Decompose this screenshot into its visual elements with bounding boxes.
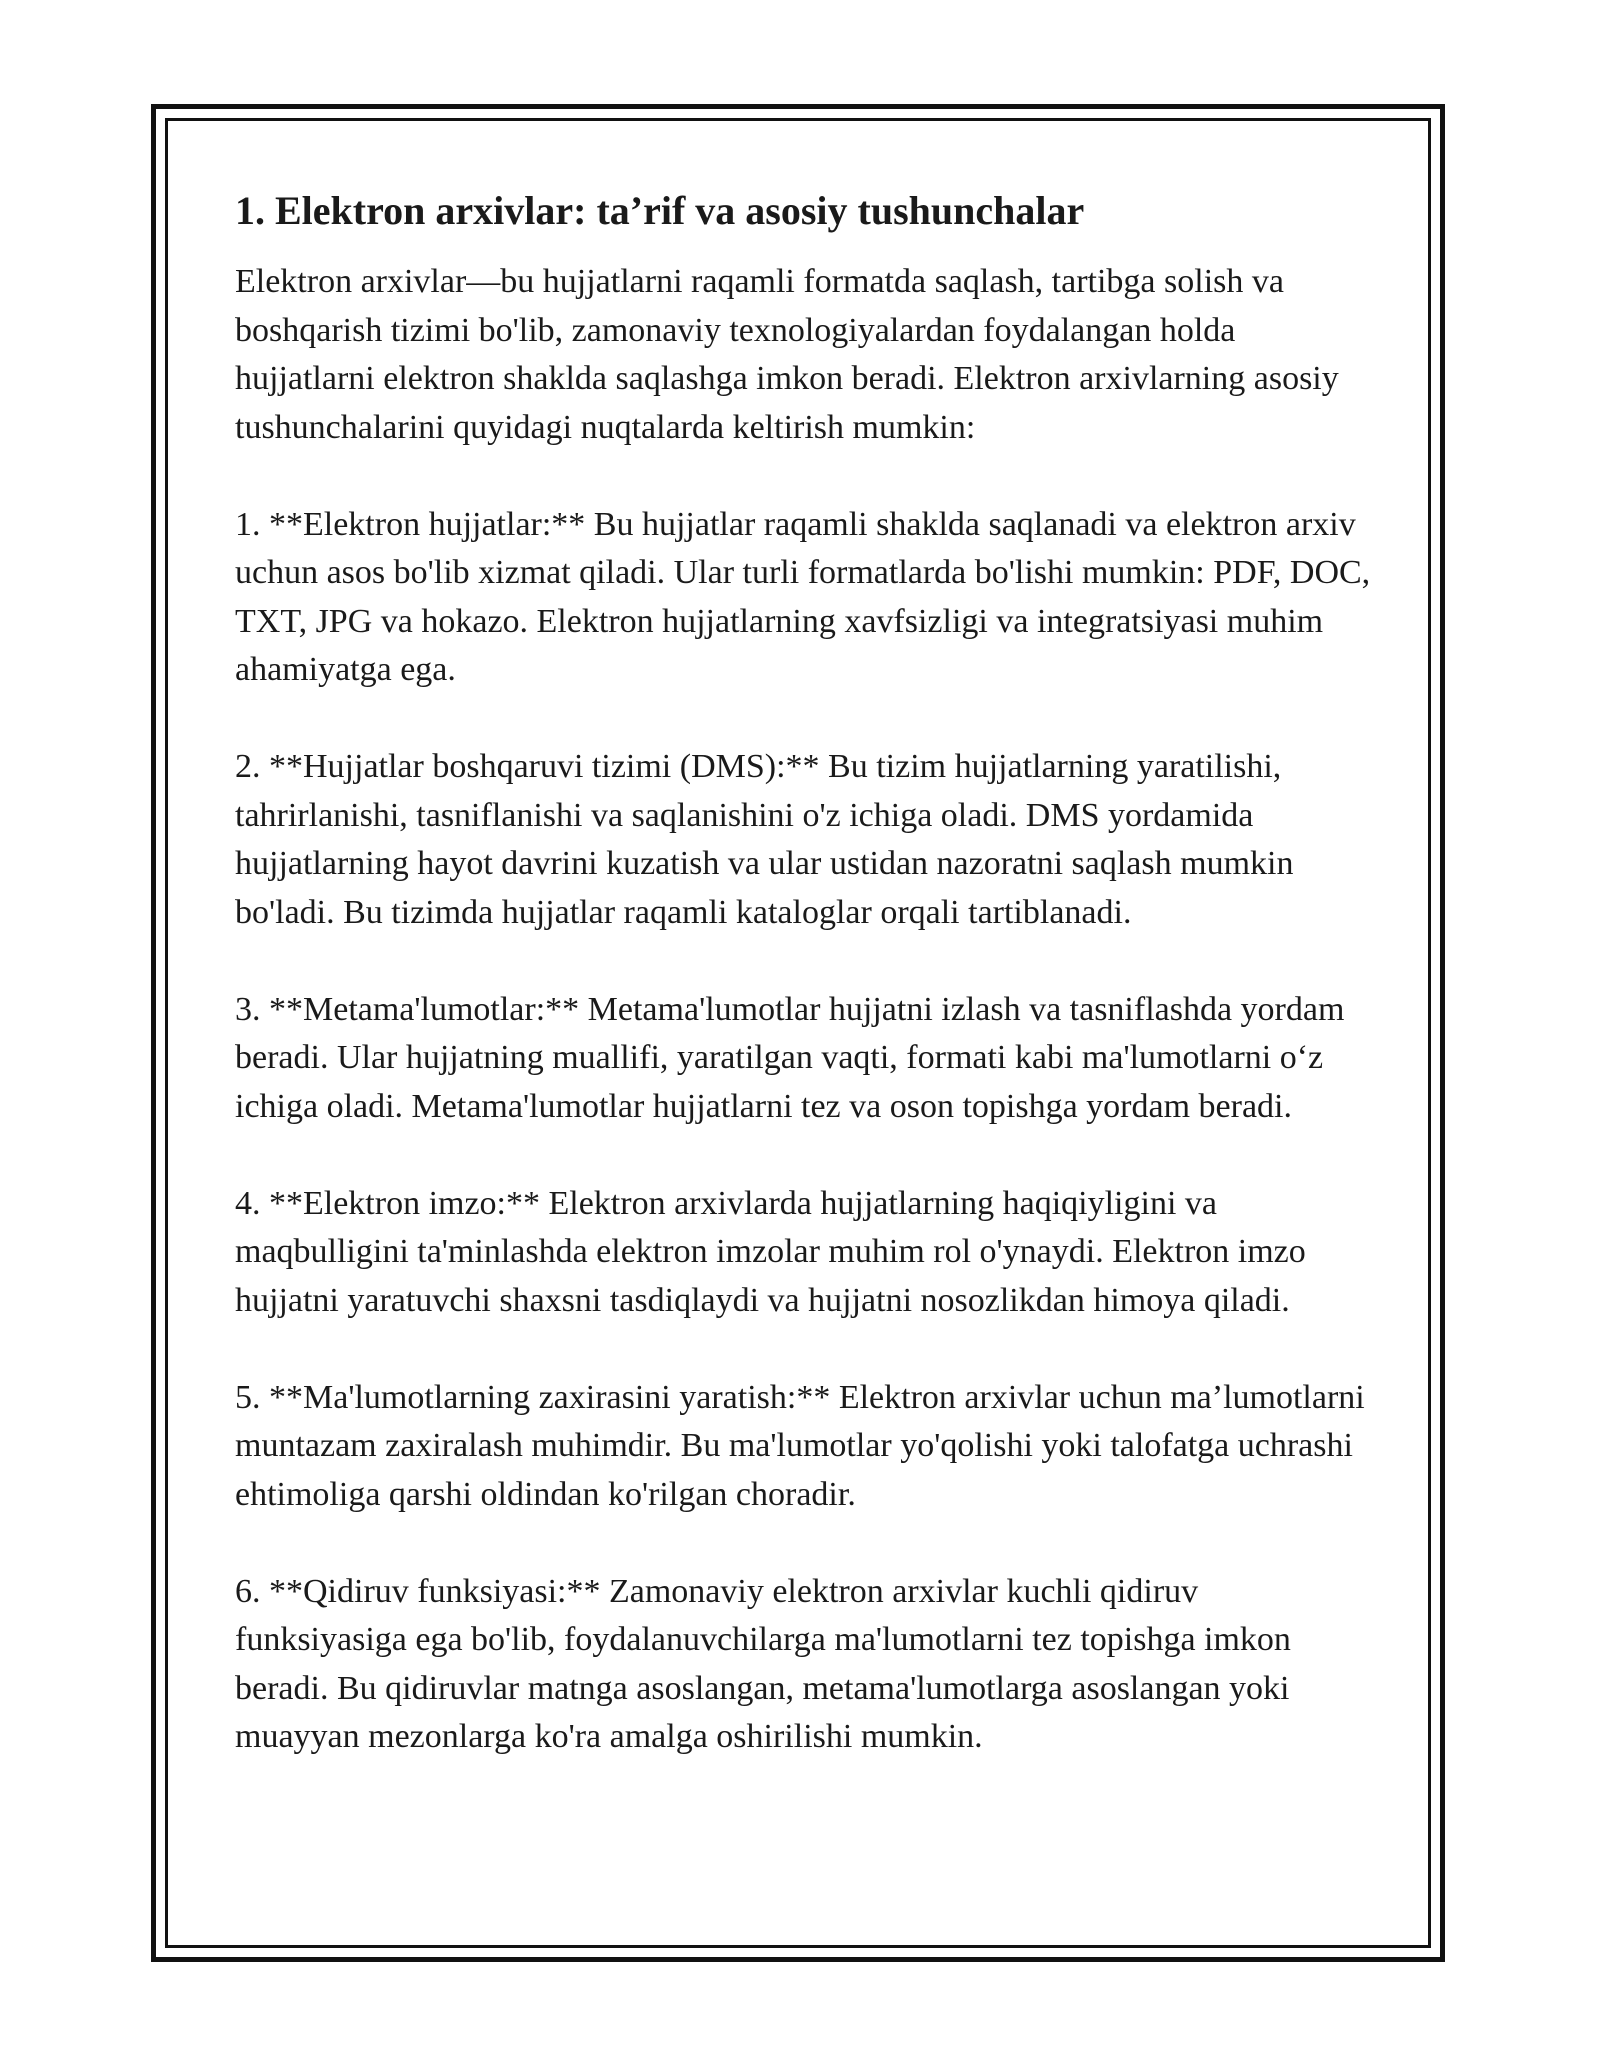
list-item-electronic-documents: 1. **Elektron hujjatlar:** Bu hujjatlar raqamli shaklda saqlanadi va elektron arxiv uchun asos bo'lib xizmat qiladi. Ular turli formatlarda bo'lishi mumkin: PDF, DOC, TXT, JPG va hokazo. Elektron hujjatlarning xavfsizligi va integratsiyasi muhim ahamiyatga ega. <box>235 505 1371 688</box>
intro-paragraph: Elektron arxivlar—bu hujjatlarni raqamli formatda saqlash, tartibga solish va boshqarish tizimi bo'lib, zamonaviy texnologiyalardan foydalangan holda hujjatlarni elektron shaklda saqlashga imkon beradi. Elektron arxivlarning asosiy tushunchalarini quyidagi nuqtalarda keltirish mumkin: <box>235 263 1339 446</box>
list-item-dms: 2. **Hujjatlar boshqaruvi tizimi (DMS):** Bu tizim hujjatlarning yaratilishi, tahrirlanishi, tasniflanishi va saqlanishini o'z ichiga oladi. DMS yordamida hujjatlarning hayot davrini kuzatish va ular ustidan nazoratni saqlash mumkin bo'ladi. Bu tizimda hujjatlar raqamli kataloglar orqali tartiblanadi. <box>235 748 1294 931</box>
list-item-metadata: 3. **Metama'lumotlar:** Metama'lumotlar hujjatni izlash va tasniflashda yordam beradi. Ular hujjatning muallifi, yaratilgan vaqti, formati kabi ma'lumotlarni o‘z ichiga oladi. Metama'lumotlar hujjatlarni tez va oson topishga yordam beradi. <box>235 990 1345 1125</box>
list-item-data-backup: 5. **Ma'lumotlarning zaxirasini yaratish:** Elektron arxivlar uchun ma’lumotlarni muntazam zaxiralash muhimdir. Bu ma'lumotlar yo'qolishi yoki talofatga uchrashi ehtimoliga qarshi oldindan ko'rilgan choradir. <box>235 1378 1365 1513</box>
list-item-search-function: 6. **Qidiruv funksiyasi:** Zamonaviy elektron arxivlar kuchli qidiruv funksiyasiga ega bo'lib, foydalanuvchilarga ma'lumotlarni tez topishga imkon beradi. Bu qidiruvlar matnga asoslangan, metama'lumotlarga asoslangan yoki muayyan mezonlarga ko'ra amalga oshirilishi mumkin. <box>235 1572 1291 1755</box>
document-body <box>235 186 1375 1762</box>
document-title: 1. Elektron arxivlar: ta’rif va asosiy tushunchalar <box>235 188 1085 233</box>
list-item-electronic-signature: 4. **Elektron imzo:** Elektron arxivlarda hujjatlarning haqiqiyligini va maqbulligini ta'minlashda elektron imzolar muhim rol o'ynaydi. Elektron imzo hujjatni yaratuvchi shaxsni tasdiqlaydi va hujjatni nosozlikdan himoya qiladi. <box>235 1184 1306 1319</box>
